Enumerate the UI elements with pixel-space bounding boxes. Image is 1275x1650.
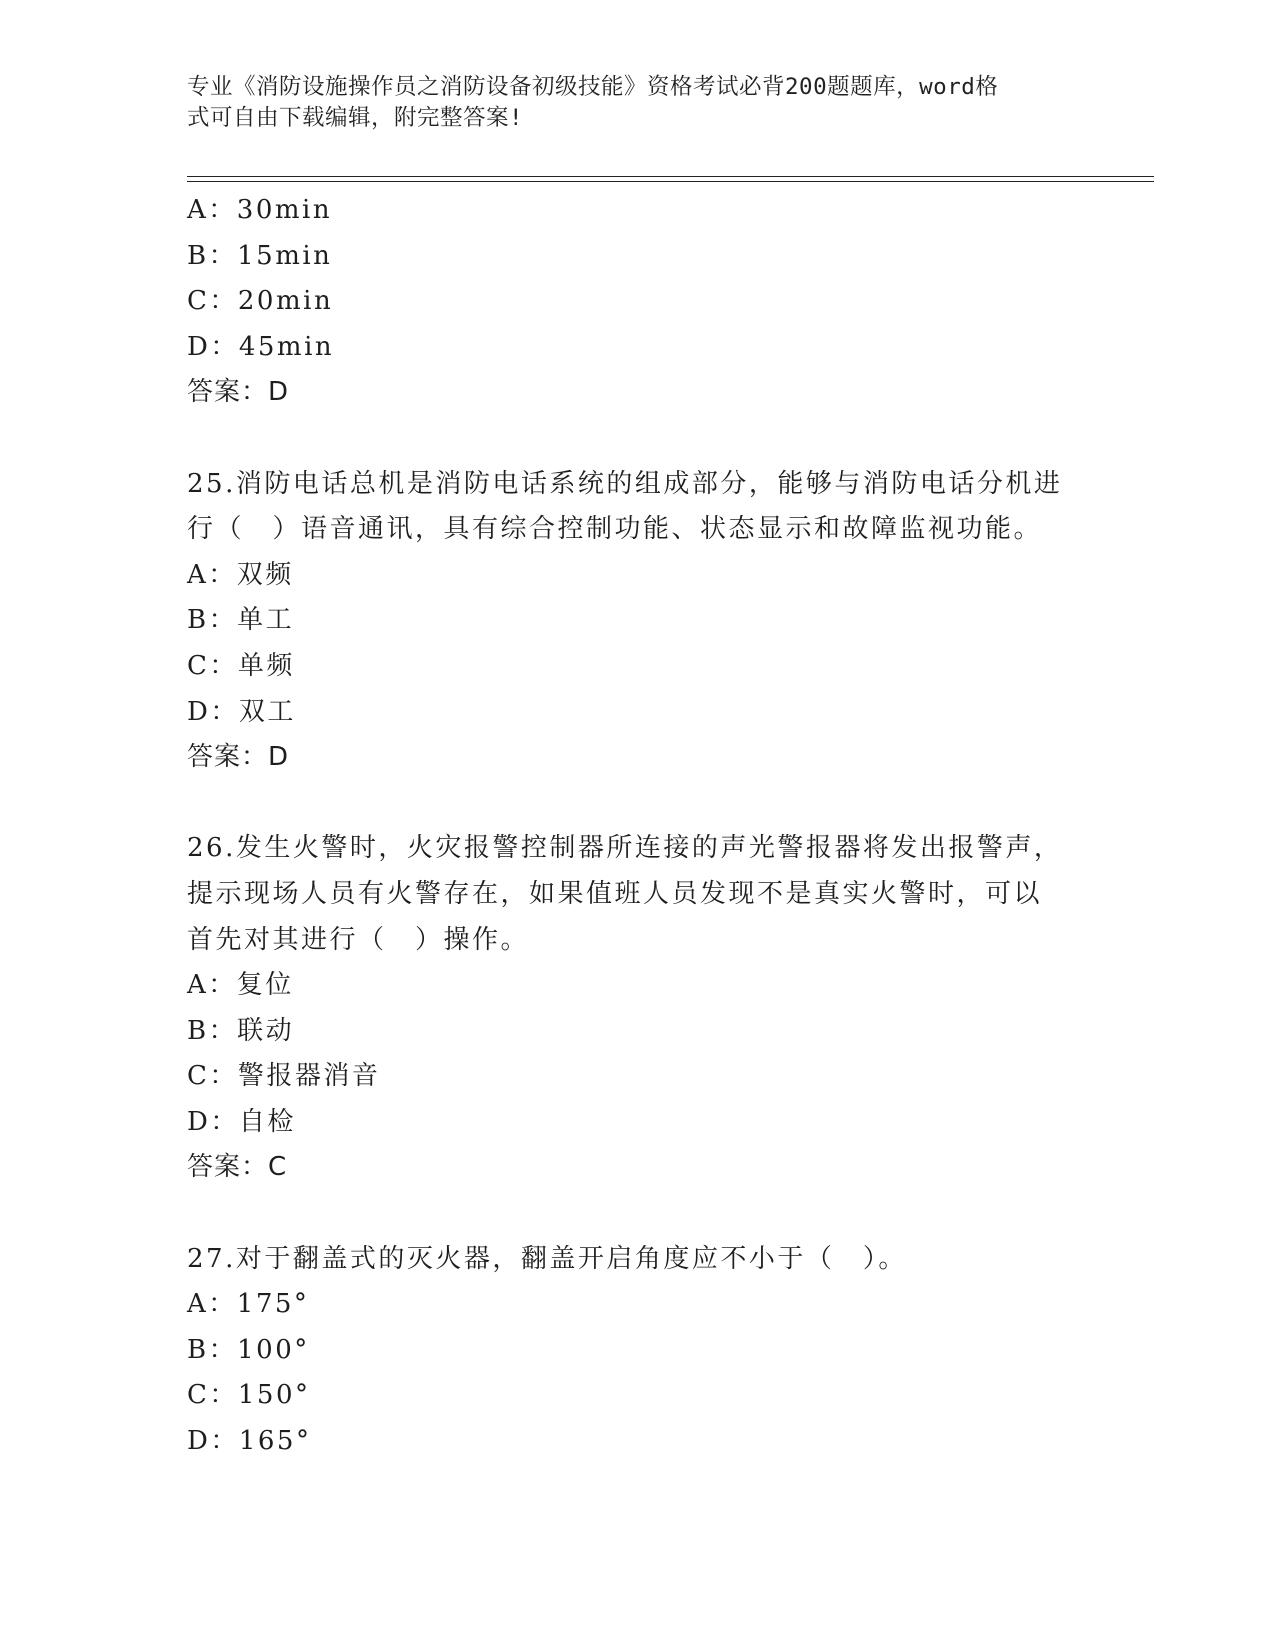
option-b: B：15min bbox=[187, 240, 333, 271]
option-d: D：自检 bbox=[187, 1106, 296, 1137]
question-26 bbox=[187, 826, 1087, 1191]
option-c: C：150° bbox=[187, 1380, 311, 1411]
question-stem-line: 26.发生火警时，火灾报警控制器所连接的声光警报器将发出报警声， bbox=[187, 833, 1063, 864]
option-d: D：双工 bbox=[187, 696, 296, 727]
option-c: C：警报器消音 bbox=[187, 1061, 381, 1092]
answer-line: 答案：C bbox=[187, 1152, 288, 1183]
option-a: A：复位 bbox=[187, 970, 294, 1001]
document-header bbox=[187, 72, 1067, 134]
option-a: A：双频 bbox=[187, 559, 294, 590]
option-b: B：联动 bbox=[187, 1015, 295, 1046]
option-c: C：20min bbox=[187, 286, 334, 317]
header-line-2: 式可自由下载编辑，附完整答案! bbox=[187, 105, 524, 131]
option-d: D：45min bbox=[187, 331, 335, 362]
option-d: D：165° bbox=[187, 1426, 312, 1457]
question-25 bbox=[187, 462, 1087, 781]
question-list bbox=[187, 188, 1087, 1465]
answer-line: 答案：D bbox=[187, 377, 290, 408]
question-stem-line: 提示现场人员有火警存在，如果值班人员发现不是真实火警时，可以 bbox=[187, 878, 1043, 909]
question-stem-line: 27.对于翻盖式的灭火器，翻盖开启角度应不小于（ ）。 bbox=[187, 1243, 907, 1274]
option-b: B：100° bbox=[187, 1334, 310, 1365]
header-line-1: 专业《消防设施操作员之消防设备初级技能》资格考试必背200题题库，word格 bbox=[187, 74, 999, 100]
option-b: B：单工 bbox=[187, 605, 295, 636]
question-stem-line: 行（ ）语音通讯，具有综合控制功能、状态显示和故障监视功能。 bbox=[187, 514, 1043, 545]
question-stem-line: 首先对其进行（ ）操作。 bbox=[187, 924, 530, 955]
option-a: A：175° bbox=[187, 1289, 310, 1320]
header-divider-bottom bbox=[187, 181, 1154, 182]
option-a: A：30min bbox=[187, 195, 333, 225]
answer-line: 答案：D bbox=[187, 742, 290, 773]
question-stem-line: 25.消防电话总机是消防电话系统的组成部分，能够与消防电话分机进 bbox=[187, 468, 1063, 499]
question-27 bbox=[187, 1237, 1087, 1465]
option-c: C：单频 bbox=[187, 650, 295, 681]
header-divider-top bbox=[187, 176, 1154, 177]
question-24 bbox=[187, 188, 1087, 416]
